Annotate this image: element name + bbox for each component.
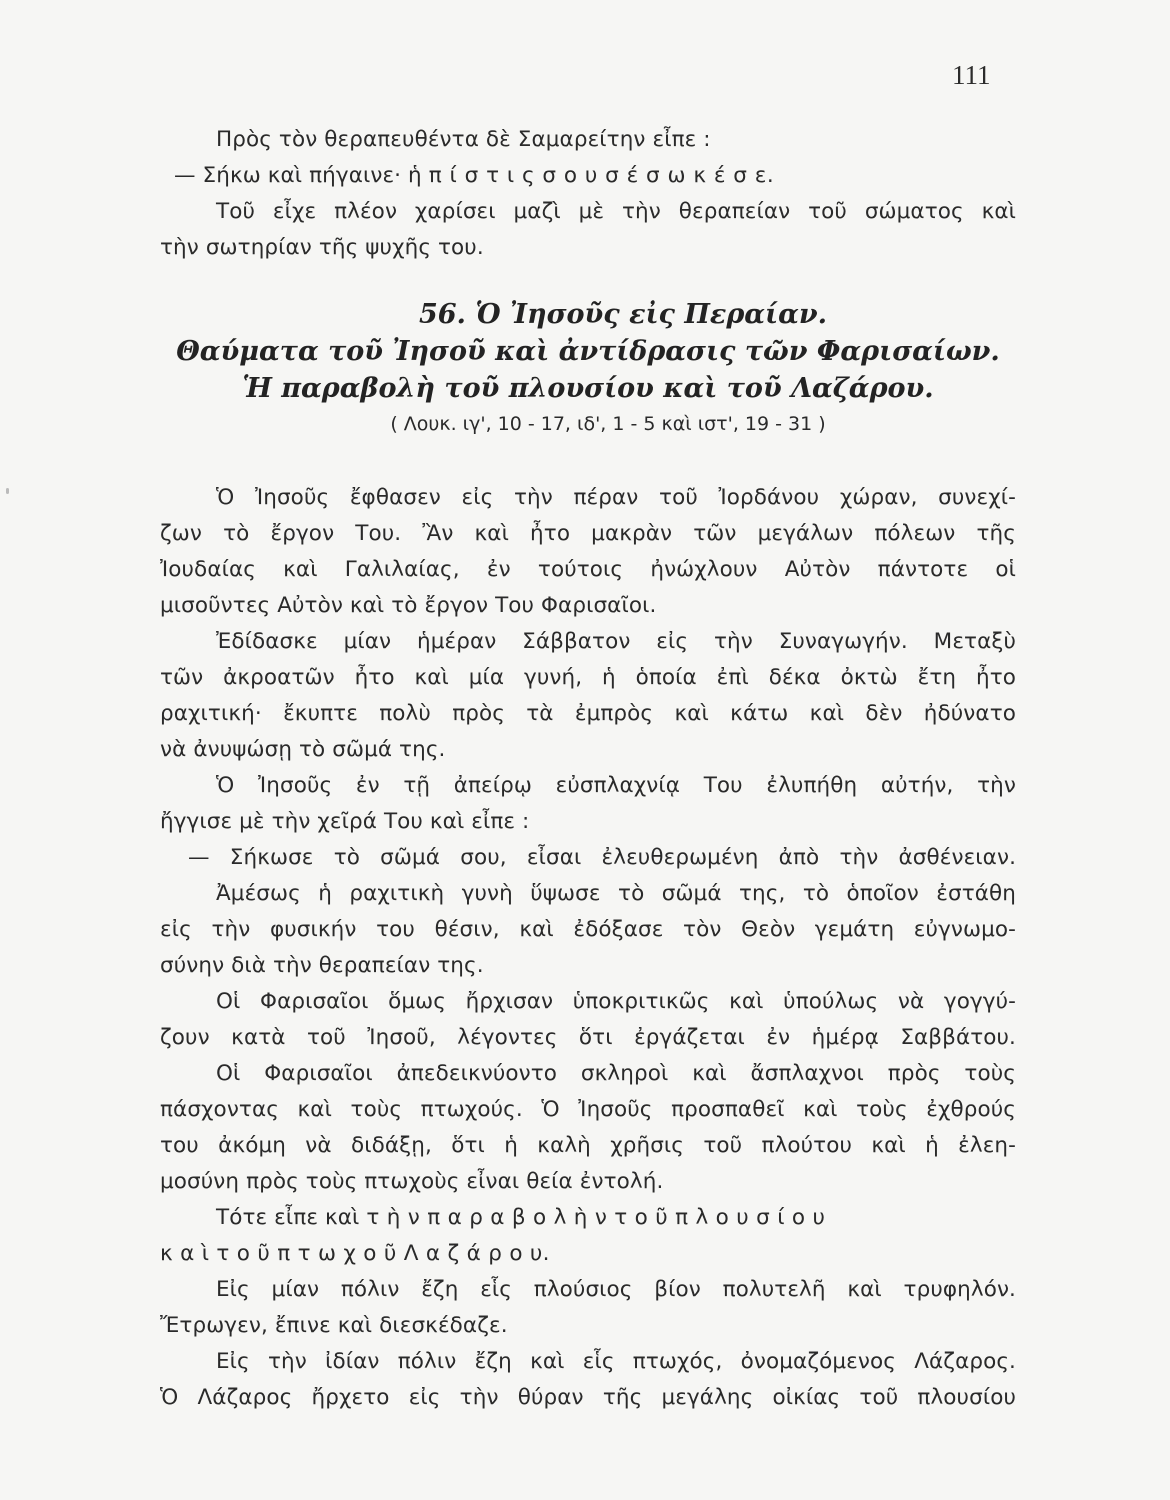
text-line: Πρὸς τὸν θεραπευθέντα δὲ Σαμαρείτην εἶπε : [216, 127, 711, 152]
text-line: τὴν σωτηρίαν τῆς ψυχῆς του. [160, 235, 484, 260]
text-line: του ἀκόμη νὰ διδάξῃ, ὅτι ἡ καλὴ χρῆσις τοῦ πλούτου καὶ ἡ ἐλεη- [160, 1133, 1016, 1158]
text-line: ραχιτική· ἔκυπτε πολὺ πρὸς τὰ ἐμπρὸς καὶ κάτω καὶ δὲν ἠδύνατο [160, 701, 1016, 726]
text-line-part: Τότε εἶπε καὶ [216, 1205, 360, 1230]
text-line: μισοῦντες Αὐτὸν καὶ τὸ ἔργον Του Φαρισαῖοι. [160, 593, 657, 618]
emphasized-text: τ ὴ ν π α ρ α β ο λ ὴ ν τ ο ῦ π λ ο υ σ ί ο υ [366, 1205, 826, 1230]
text-line: σύνην διὰ τὴν θεραπείαν της. [160, 953, 484, 978]
text-line: ζουν κατὰ τοῦ Ἰησοῦ, λέγοντες ὅτι ἐργάζεται ἐν ἡμέρᾳ Σαββάτου. [160, 1025, 1016, 1050]
section-subtitle-2: Ἡ παραβολὴ τοῦ πλουσίου καὶ τοῦ Λαζάρου. [242, 373, 934, 404]
emphasized-text: π ί σ τ ι ς σ ο υ σ έ σ ω κ έ σ ε. [428, 163, 775, 188]
text-line: Ὁ Λάζαρος ἤρχετο εἰς τὴν θύραν τῆς μεγάλης οἰκίας τοῦ πλουσίου [160, 1385, 1016, 1410]
text-line: Οἱ Φαρισαῖοι ὅμως ἤρχισαν ὑποκριτικῶς καὶ ὑπούλως νὰ γογγύ- [216, 989, 1016, 1014]
text-line: ἤγγισε μὲ τὴν χεῖρά Του καὶ εἶπε : [160, 809, 530, 834]
text-line: μοσύνη πρὸς τοὺς πτωχοὺς εἶναι θεία ἐντολή. [160, 1169, 664, 1194]
text-line: Ὁ Ἰησοῦς ἐν τῇ ἀπείρῳ εὐσπλαχνίᾳ Του ἐλυπήθη αὐτήν, τὴν [216, 773, 1016, 798]
emphasized-text: κ α ὶ τ ο ῦ π τ ω χ ο ῦ Λ α ζ ά ρ ο υ. [160, 1241, 550, 1266]
margin-mark [6, 488, 9, 494]
text-line: Οἱ Φαρισαῖοι ἀπεδεικνύοντο σκληροὶ καὶ ἄσπλαχνοι πρὸς τοὺς [216, 1061, 1016, 1086]
text-line [160, 1200, 1016, 1236]
text-line: νὰ ἀνυψώσῃ τὸ σῶμά της. [160, 737, 446, 762]
section-title: 56. Ὁ Ἰησοῦς εἰς Περαίαν. [418, 299, 828, 330]
text-line: τῶν ἀκροατῶν ἦτο καὶ μία γυνή, ἡ ὁποία ἐπὶ δέκα ὀκτὼ ἔτη ἦτο [160, 665, 1016, 690]
text-line: Ἀμέσως ἡ ραχιτικὴ γυνὴ ὕψωσε τὸ σῶμά της, τὸ ὁποῖον ἐστάθη [216, 881, 1016, 906]
page-number: 111 [952, 60, 991, 90]
text-line: Εἰς τὴν ἰδίαν πόλιν ἔζη καὶ εἷς πτωχός, ὀνομαζόμενος Λάζαρος. [216, 1349, 1016, 1374]
text-line: Τοῦ εἶχε πλέον χαρίσει μαζὶ μὲ τὴν θεραπείαν τοῦ σώματος καὶ [216, 199, 1016, 224]
body-text [160, 480, 1016, 1416]
text-line [160, 158, 1016, 194]
section-subtitle: Θαύματα τοῦ Ἰησοῦ καὶ ἀντίδρασις τῶν Φαρισαίων. [176, 336, 1000, 367]
text-line-part: — Σήκω καὶ πήγαινε· ἡ [174, 163, 422, 188]
text-line: ζων τὸ ἔργον Του. Ἂν καὶ ἦτο μακρὰν τῶν μεγάλων πόλεων τῆς [160, 521, 1016, 546]
text-line: εἰς τὴν φυσικήν του θέσιν, καὶ ἐδόξασε τὸν Θεὸν γεμάτη εὐγνωμο- [160, 917, 1016, 942]
text-line: Ἰουδαίας καὶ Γαλιλαίας, ἐν τούτοις ἠνώχλουν Αὐτὸν πάντοτε οἱ [160, 557, 1016, 582]
intro-paragraph [160, 122, 1016, 266]
text-line: Ἐδίδασκε μίαν ἡμέραν Σάββατον εἰς τὴν Συναγωγήν. Μεταξὺ [216, 629, 1016, 654]
text-line: — Σήκωσε τὸ σῶμά σου, εἶσαι ἐλευθερωμένη ἀπὸ τὴν ἀσθένειαν. [188, 845, 1016, 870]
text-line: Ἔτρωγεν, ἔπινε καὶ διεσκέδαζε. [160, 1313, 508, 1338]
text-line: Ὁ Ἰησοῦς ἔφθασεν εἰς τὴν πέραν τοῦ Ἰορδάνου χώραν, συνεχί- [216, 485, 1016, 510]
text-line: Εἰς μίαν πόλιν ἔζη εἷς πλούσιος βίον πολυτελῆ καὶ τρυφηλόν. [216, 1277, 1016, 1302]
section-heading [160, 296, 1016, 441]
text-line: πάσχοντας καὶ τοὺς πτωχούς. Ὁ Ἰησοῦς προσπαθεῖ καὶ τοὺς ἐχθρούς [160, 1097, 1016, 1122]
scripture-reference: ( Λουκ. ιγ', 10 - 17, ιδ', 1 - 5 καὶ ιστ', 19 - 31 ) [390, 413, 826, 435]
